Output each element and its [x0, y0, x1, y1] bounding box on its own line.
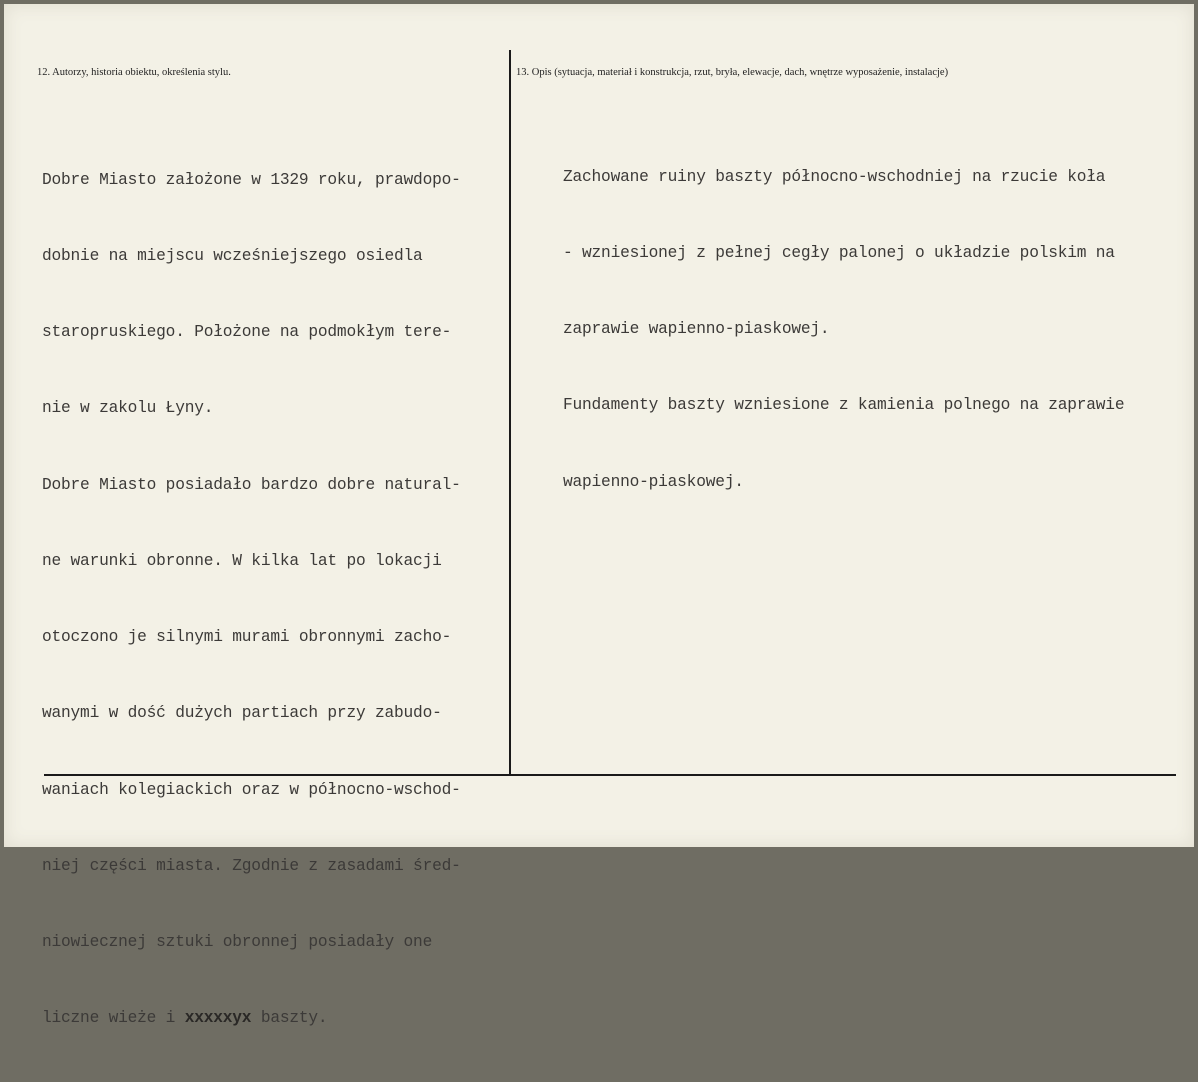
section-13-header: 13. Opis (sytuacja, materiał i konstrukcja, rzut, bryła, elewacje, dach, wnętrze wyposażenie, instalacje)	[516, 67, 949, 78]
text-line: niej części miasta. Zgodnie z zasadami śred-	[42, 856, 461, 875]
text-line: Zachowane ruiny baszty północno-wschodniej na rzucie koła	[563, 167, 1106, 186]
text-line: zaprawie wapienno-piaskowej.	[563, 320, 830, 339]
text-line: Dobre Miasto założone w 1329 roku, prawdopo-	[42, 170, 461, 189]
text-line: dobnie na miejscu wcześniejszego osiedla	[42, 247, 423, 266]
column-divider	[509, 50, 511, 776]
description-text	[563, 114, 1124, 546]
text-line: waniach kolegiackich oraz w północno-wschod-	[42, 780, 461, 799]
text-line: niowiecznej sztuki obronnej posiadały one	[42, 933, 433, 951]
text-line-last	[42, 1006, 461, 1031]
text-line: Fundamenty baszty wzniesione z kamienia polnego na zaprawie	[563, 396, 1125, 415]
inventory-card	[4, 4, 1194, 1028]
text-line: staropruskiego. Położone na podmokłym tere-	[42, 323, 452, 342]
history-text	[42, 117, 461, 1082]
text-line: ne warunki obronne. W kilka lat po lokacji	[42, 551, 442, 570]
text-fragment: liczne wieże i	[42, 1009, 185, 1028]
text-fragment: baszty.	[251, 1009, 328, 1028]
struck-out-text: xxxxxyx	[184, 1009, 252, 1028]
text-line: otoczono je silnymi murami obronnymi zacho-	[42, 628, 452, 647]
text-line: Dobre Miasto posiadało bardzo dobre natural-	[42, 475, 461, 494]
text-line: wanymi w dość dużych partiach przy zabudo-	[42, 704, 442, 723]
text-line: wapienno-piaskowej.	[563, 472, 744, 491]
text-line: - wzniesionej z pełnej cegły palonej o układzie polskim na	[563, 244, 1115, 263]
section-12-header: 12. Autorzy, historia obiektu, określenia stylu.	[37, 67, 231, 78]
text-line: nie w zakolu Łyny.	[42, 399, 214, 418]
